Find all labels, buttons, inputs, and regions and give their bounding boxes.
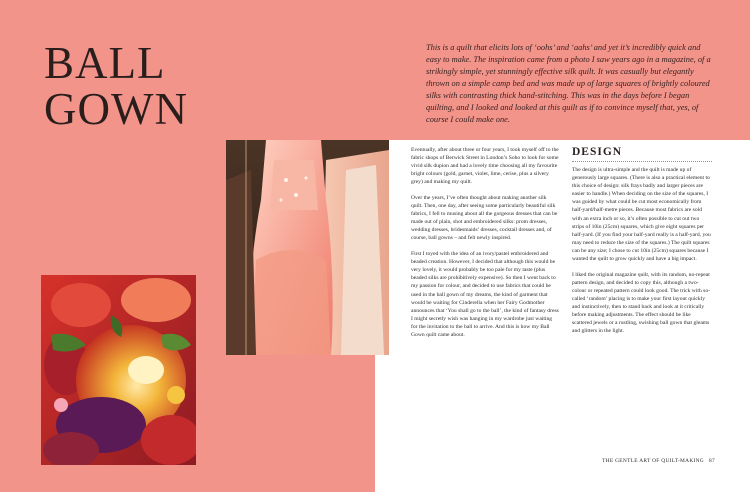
page-footer (567, 458, 715, 464)
silk-flowers-image (41, 275, 196, 465)
page-number: 87 (709, 458, 715, 464)
ball-gowns-image (226, 140, 389, 355)
paragraph: Eventually, after about three or four years, I took myself off to the fabric shops of Berwick Street in London’s Soho to look for some vivid silk dupion and had a lovely time choosing all my favourite bright colours (gold, garnet, violet, lime, cerise, plus a silvery grey) and making my quilt. (411, 147, 559, 186)
running-title: THE GENTLE ART OF QUILT-MAKING (602, 458, 704, 464)
paragraph: Over the years, I’ve often thought about making another silk quilt. Then, one day, after seeing some particularly beautiful silk fabrics, I fell to musing about all the gorgeous dresses that can be made out of plain, shot and embroidered silks: prom dresses, wedding dresses, bridesmaids’ dresses, cocktail dresses and, of course, ball gowns – and felt newly inspired. (411, 194, 558, 242)
section-heading-design: DESIGN (572, 146, 712, 162)
paragraph: First I toyed with the idea of an ivory/pastel embroidered and beaded creation. However, I decided that although this would be very lovely, it would probably be too pale for my taste (plus beaded silks are prohibitively expensive). So then I went back to my passion for colour, and decided to use fabrics that could be used in the ball gown of my dreams, the kind of garment that would be waiting for Cinderella when her Fairy Godmother announces that ‘You shall go to the ball’, the kind of fantasy dress I might secretly wish was hanging in my wardrobe just waiting for the invitation to the ball to arrive. And this is how my Ball Gown quilt came about. (411, 251, 559, 338)
photo-silk-flowers (41, 275, 196, 465)
title-line-2: GOWN (44, 84, 188, 134)
title-line-1: BALL (44, 38, 166, 88)
photo-ball-gowns (226, 140, 389, 355)
body-column-right (572, 166, 712, 343)
body-column-left (411, 146, 559, 347)
intro-paragraph: This is a quilt that elicits lots of ‘oohs’ and ‘aahs’ and yet it’s incredibly quick and easy to make. The inspiration came from a photo I saw years ago in a magazine, of a strikingly simple, yet stunningly effective silk quilt. It was casually but elegantly thrown on a simple camp bed and was made up of large squares of brightly coloured silks with contrasting thick hand-stitching. This was in the days before I began quilting, and I looked and looked at this quilt as if to convince myself that, yes, of course I could make one. (426, 43, 711, 124)
page-title (44, 40, 188, 132)
paragraph: The design is ultra-simple and the quilt is made up of generously large squares. (There is also a practical element to this choice of design: silk frays badly and larger pieces are easier to handle.) When deciding on the size of the squares, I was guided by what could be cut most economically from half-yard/half-metre pieces. Because most fabrics are sold with an extra inch or so, it’s often possible to cut out two strips of 10in (25cm) squares, which give eight squares per half-yard. (If you find your half-yard really is a half-yard, you may need to reduce the size of the squares.) The quilt squares can be any size; I chose to cut 10in (25cm) squares because I wanted the quilt to grow quickly and have a big impact. (572, 167, 711, 263)
paragraph: I liked the original magazine quilt, with its random, no-repeat pattern design, and decided to copy this, although a two-colour or repeated pattern could look good. The trick with so-called ‘random’ placing is to make your first layout quickly and instinctively, then to stand back and look at it critically before making adjustments. The effect should be like scattered jewels or a rustling, swishing ball gown that gleams and glitters in the light. (572, 271, 710, 335)
